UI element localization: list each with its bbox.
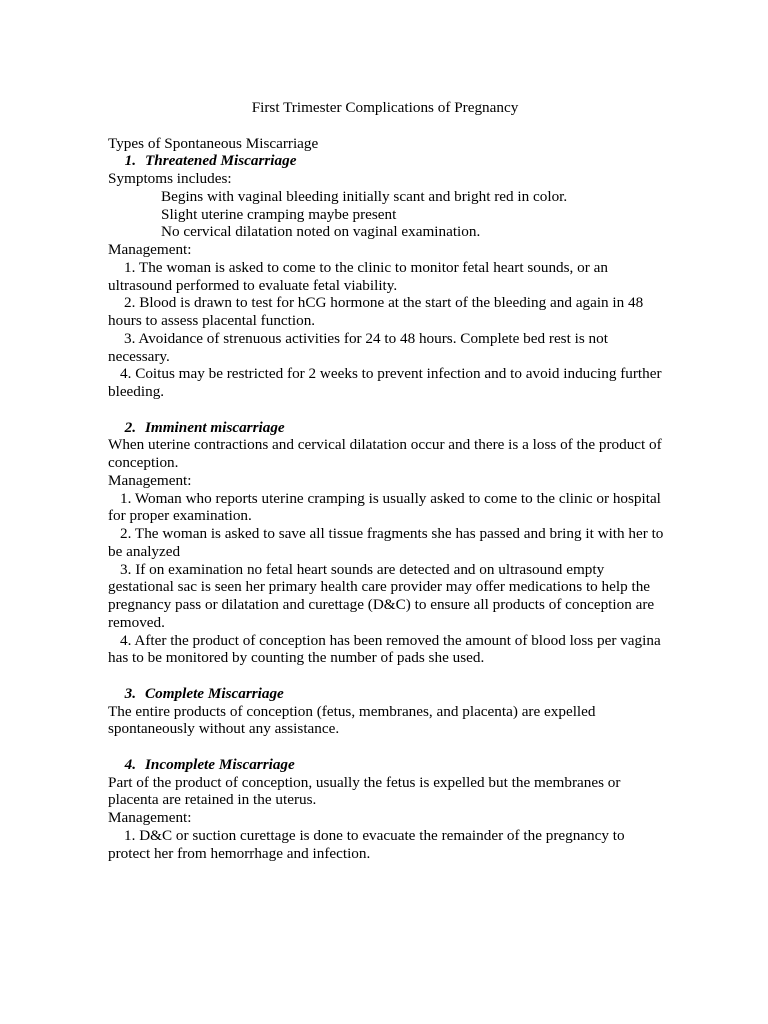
subheading-number: 1.: [124, 152, 136, 170]
symptom-item: No cervical dilatation noted on vaginal examination.: [161, 223, 481, 241]
section-heading: Types of Spontaneous Miscarriage: [108, 134, 319, 152]
management-item: 3. Avoidance of strenuous activities for 24 to 48 hours. Complete bed rest is not necessary.: [108, 329, 608, 365]
subheading-number: 2.: [124, 418, 136, 436]
subheading-number: 3.: [124, 684, 136, 702]
subheading-complete: [108, 685, 664, 703]
section-description: The entire products of conception (fetus, membranes, and placenta) are expelled spontaneously without any assistance.: [108, 702, 596, 738]
subheading-number: 4.: [124, 755, 136, 773]
management-item: 1. The woman is asked to come to the clinic to monitor fetal heart sounds, or an ultrasound performed to evaluate fetal viability.: [108, 258, 608, 294]
management-item: 3. If on examination no fetal heart sounds are detected and on ultrasound empty gestational sac is seen her primary health care provider may offer medications to help the pregnancy pass or dilatation and curettage (D&C) to ensure all products of conception are removed.: [108, 560, 655, 631]
document-title: First Trimester Complications of Pregnancy: [251, 99, 519, 116]
subheading-incomplete: [108, 756, 664, 774]
management-item: 4. After the product of conception has been removed the amount of blood loss per vagina has to be monitored by counting the number of pads she used.: [108, 631, 661, 667]
management-item: 2. The woman is asked to save all tissue fragments she has passed and bring it with her to be analyzed: [108, 525, 664, 560]
management-item: 1. D&C or suction curettage is done to evacuate the remainder of the pregnancy to protect her from hemorrhage and infection.: [108, 826, 625, 862]
section-description: When uterine contractions and cervical dilatation occur and there is a loss of the product of conception.: [108, 436, 662, 471]
subheading-threatened: [108, 152, 664, 170]
management-label: Management:: [108, 471, 192, 489]
management-item: 1. Woman who reports uterine cramping is usually asked to come to the clinic or hospital for proper examination.: [108, 489, 661, 525]
subheading-title: Threatened Miscarriage: [145, 152, 297, 170]
management-item: 2. Blood is drawn to test for hCG hormone at the start of the bleeding and again in 48 hours to assess placental function.: [108, 294, 644, 329]
symptom-item: Begins with vaginal bleeding initially scant and bright red in color.: [161, 187, 568, 205]
symptoms-label: Symptoms includes:: [108, 170, 232, 187]
management-label: Management:: [108, 241, 192, 258]
symptom-item: Slight uterine cramping maybe present: [161, 205, 397, 223]
subheading-title: Incomplete Miscarriage: [145, 755, 295, 773]
subheading-imminent: [108, 419, 664, 437]
document-page: [108, 99, 664, 862]
subheading-title: Complete Miscarriage: [145, 684, 284, 702]
subheading-title: Imminent miscarriage: [145, 418, 285, 436]
management-item: 4. Coitus may be restricted for 2 weeks to prevent infection and to avoid inducing further bleeding.: [108, 365, 662, 400]
section-description: Part of the product of conception, usually the fetus is expelled but the membranes or placenta are retained in the uterus.: [108, 773, 621, 809]
management-label: Management:: [108, 809, 192, 826]
